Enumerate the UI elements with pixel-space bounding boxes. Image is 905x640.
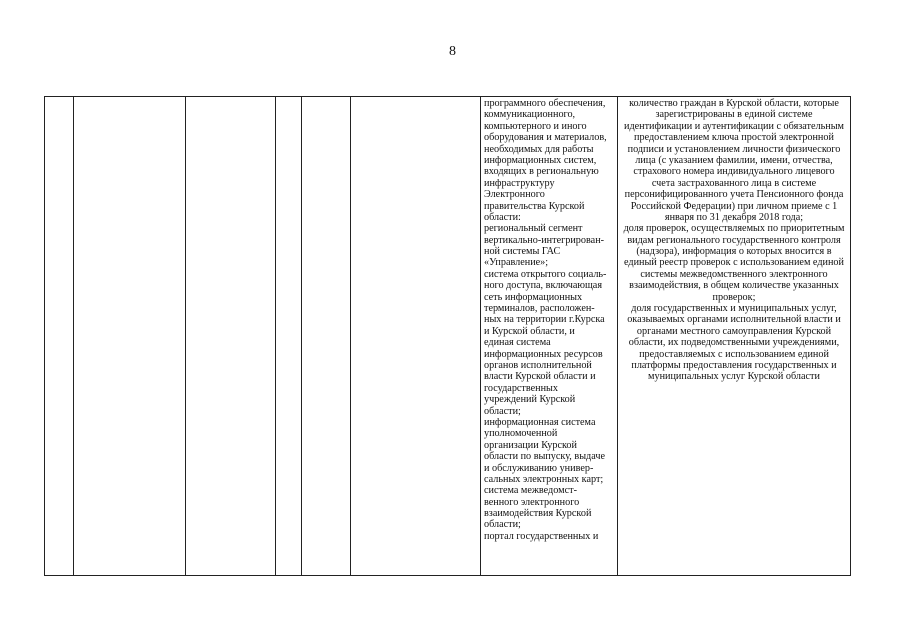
indicator-text-line: подписи и установлением личности физического xyxy=(627,143,841,155)
indicator-text-line: доля проверок, осуществляемых по приоритетным xyxy=(623,223,845,235)
systems-text-line: единая система xyxy=(484,337,551,349)
indicator-text-line: страхового номера индивидуального лицевого xyxy=(633,166,835,178)
systems-text-line: области по выпуску, выдаче xyxy=(484,451,605,463)
column-divider xyxy=(185,97,186,575)
systems-text-line: учреждений Курской xyxy=(484,394,576,406)
column-divider xyxy=(301,97,302,575)
indicator-text-line: лица (с указанием фамилии, имени, отчества, xyxy=(635,154,833,166)
systems-text-line: ных на территории г.Курска xyxy=(484,314,605,326)
indicator-text-line: органами местного самоуправления Курской xyxy=(636,325,832,337)
indicator-text-line: платформы предоставления государственных и xyxy=(631,359,837,371)
systems-text-line: уполномоченной xyxy=(484,428,558,440)
information-systems-cell xyxy=(484,98,616,542)
systems-text-line: информационная система xyxy=(484,416,596,428)
systems-text-line: венного электронного xyxy=(484,496,580,508)
systems-text-line: области; xyxy=(484,405,521,417)
column-divider xyxy=(480,97,481,575)
page-number: 8 xyxy=(449,44,456,59)
column-divider xyxy=(73,97,74,575)
target-indicators-cell xyxy=(619,98,849,383)
systems-text-line: компьютерного и иного xyxy=(484,120,587,132)
systems-text-line: ной системы ГАС xyxy=(484,246,561,258)
indicator-text-line: января по 31 декабря 2018 года; xyxy=(664,211,804,223)
indicator-text-line: (надзора), информация о которых вносится в xyxy=(636,246,832,258)
indicator-text-line: единый реестр проверок с использованием единой xyxy=(624,257,844,269)
indicator-text-line: оказываемых органами исполнительной власти и xyxy=(627,314,841,326)
systems-text-line: система межведомст- xyxy=(484,485,577,497)
systems-text-line: области: xyxy=(484,211,521,223)
systems-text-line: ного доступа, включающая xyxy=(484,280,603,292)
indicator-text-line: персонифицированного учета Пенсионного фонда xyxy=(624,189,844,201)
indicator-text-line: области, их подведомственными учреждениями, xyxy=(628,337,840,349)
systems-text-line: сальных электронных карт; xyxy=(484,473,604,485)
indicator-text-line: взаимодействия, в общем количестве указанных xyxy=(629,280,839,292)
systems-text-line: органов исполнительной xyxy=(484,359,592,371)
indicator-text-line: идентификации и аутентификации с обязательным xyxy=(624,120,844,132)
indicator-text-line: зарегистрированы в единой системе xyxy=(655,109,813,121)
systems-text-line: информационных систем, xyxy=(484,154,597,166)
systems-text-line: и Курской области, и xyxy=(484,325,575,337)
indicator-text-line: Российской Федерации) при личном приеме с 1 xyxy=(630,200,838,212)
column-divider xyxy=(617,97,618,575)
systems-text-line: и обслуживанию универ- xyxy=(484,462,594,474)
document-table xyxy=(44,96,851,576)
systems-text-line: терминалов, расположен- xyxy=(484,303,595,315)
systems-text-line: вертикально-интегрирован- xyxy=(484,234,605,246)
indicator-text-line: предоставлением ключа простой электронной xyxy=(634,132,834,144)
indicator-text-line: муниципальных услуг Курской области xyxy=(648,371,820,383)
systems-text-line: Электронного xyxy=(484,189,545,201)
systems-text-line: сеть информационных xyxy=(484,291,583,303)
systems-text-line: портал государственных и xyxy=(484,530,599,542)
systems-text-line: государственных xyxy=(484,382,558,394)
indicator-text-line: предоставляемых с использованием единой xyxy=(639,348,829,360)
indicator-text-line: количество граждан в Курской области, которые xyxy=(629,98,839,109)
systems-text-line: оборудования и материалов, xyxy=(484,132,607,144)
systems-text-line: инфраструктуру xyxy=(484,177,555,189)
indicator-text-line: счета застрахованного лица в системе xyxy=(651,177,817,189)
systems-text-line: региональный сегмент xyxy=(484,223,583,235)
systems-text-line: система открытого социаль- xyxy=(484,268,607,280)
systems-text-line: власти Курской области и xyxy=(484,371,596,383)
indicator-text-line: проверок; xyxy=(712,291,756,303)
systems-text-line: правительства Курской xyxy=(484,200,585,212)
systems-text-line: организации Курской xyxy=(484,439,577,451)
systems-text-line: «Управление»; xyxy=(484,257,549,269)
column-divider xyxy=(275,97,276,575)
column-divider xyxy=(350,97,351,575)
systems-text-line: входящих в региональную xyxy=(484,166,599,178)
indicator-text-line: видам регионального государственного контроля xyxy=(627,234,841,246)
systems-text-line: информационных ресурсов xyxy=(484,348,603,360)
systems-text-line: области; xyxy=(484,519,521,531)
systems-text-line: взаимодействия Курской xyxy=(484,508,592,520)
systems-text-line: коммуникационного, xyxy=(484,109,576,121)
indicator-text-line: системы межведомственного электронного xyxy=(640,268,828,280)
systems-text-line: программного обеспечения, xyxy=(484,98,606,109)
systems-text-line: необходимых для работы xyxy=(484,143,594,155)
indicator-text-line: доля государственных и муниципальных услуг, xyxy=(631,303,837,315)
